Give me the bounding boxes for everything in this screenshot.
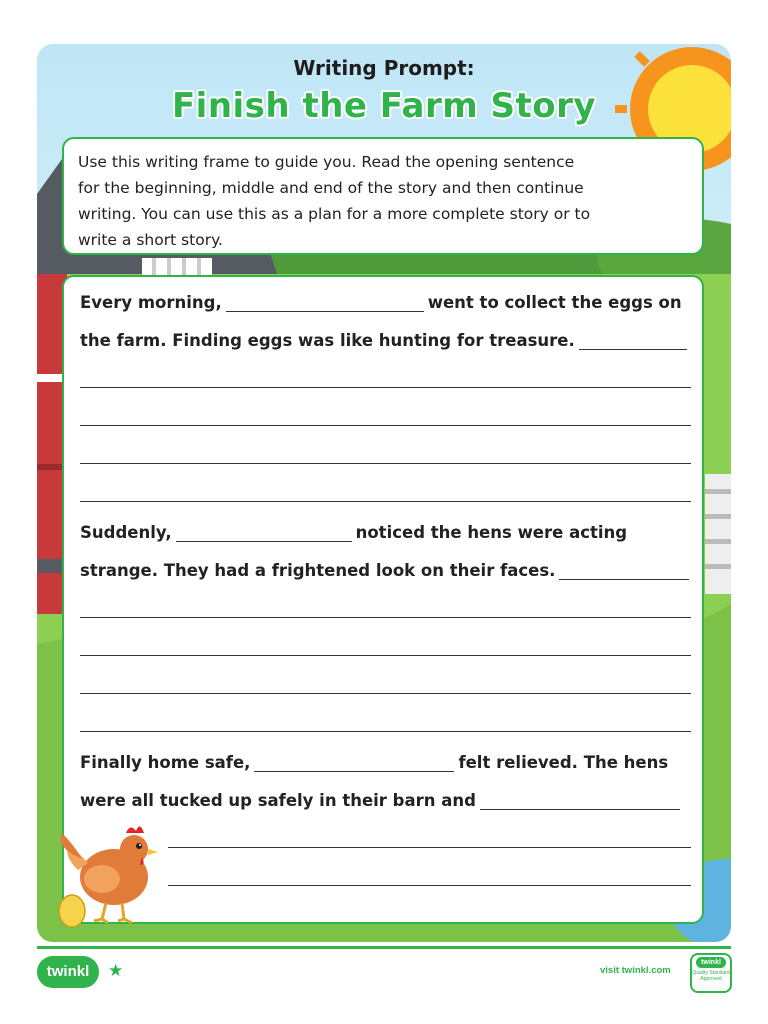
footer-divider [37, 946, 731, 949]
beginning-continue-blank[interactable] [579, 331, 687, 350]
writing-line[interactable] [80, 387, 691, 388]
instructions-text [78, 149, 688, 253]
visit-link[interactable]: visit twinkl.com [600, 965, 671, 976]
middle-line-2 [80, 561, 693, 580]
end-prompt-2: were all tucked up safely in their barn and [80, 791, 476, 810]
instructions-line: write a short story. [78, 231, 223, 249]
end-line-2 [80, 791, 684, 810]
writing-line[interactable] [80, 731, 691, 732]
writing-line[interactable] [80, 463, 691, 464]
instructions-line: for the beginning, middle and end of the story and then continue [78, 179, 584, 197]
writing-line[interactable] [80, 693, 691, 694]
end-prompt-start: Finally home safe, [80, 753, 251, 772]
writing-line[interactable] [80, 617, 691, 618]
beginning-prompt-end: went to collect the eggs on [427, 293, 682, 312]
beginning-line-1 [80, 293, 682, 312]
middle-name-blank[interactable] [176, 523, 352, 542]
page-title: Finish the Farm Story [171, 86, 597, 126]
middle-continue-blank[interactable] [559, 561, 689, 580]
beginning-prompt-start: Every morning, [80, 293, 222, 312]
twinkl-logo[interactable]: twinkl [37, 956, 99, 988]
instructions-box [62, 137, 704, 255]
egg-icon [54, 889, 90, 929]
badge-logo: twinkl [696, 957, 726, 968]
end-prompt-end: felt relieved. The hens [458, 753, 669, 772]
star-icon: ★ [108, 961, 124, 981]
middle-prompt-2: strange. They had a frightened look on their faces. [80, 561, 556, 580]
beginning-name-blank[interactable] [226, 293, 424, 312]
badge-caption: Quality Standard Approved [692, 970, 730, 982]
middle-prompt-start: Suddenly, [80, 523, 172, 542]
writing-line[interactable] [80, 425, 691, 426]
prompt-subtitle: Writing Prompt: [293, 56, 475, 80]
beginning-line-2 [80, 331, 691, 350]
writing-line[interactable] [80, 655, 691, 656]
middle-prompt-end: noticed the hens were acting [355, 523, 628, 542]
end-continue-blank[interactable] [480, 791, 680, 810]
instructions-line: writing. You can use this as a plan for a more complete story or to [78, 205, 591, 223]
writing-line[interactable] [168, 885, 691, 886]
writing-frame [62, 275, 704, 924]
writing-line[interactable] [80, 501, 691, 502]
writing-line[interactable] [168, 847, 691, 848]
end-name-blank[interactable] [254, 753, 454, 772]
end-line-1 [80, 753, 668, 772]
middle-line-1 [80, 523, 627, 542]
quality-badge [690, 953, 732, 993]
beginning-prompt-2: the farm. Finding eggs was like hunting for treasure. [80, 331, 575, 350]
instructions-line: Use this writing frame to guide you. Read the opening sentence [78, 153, 575, 171]
